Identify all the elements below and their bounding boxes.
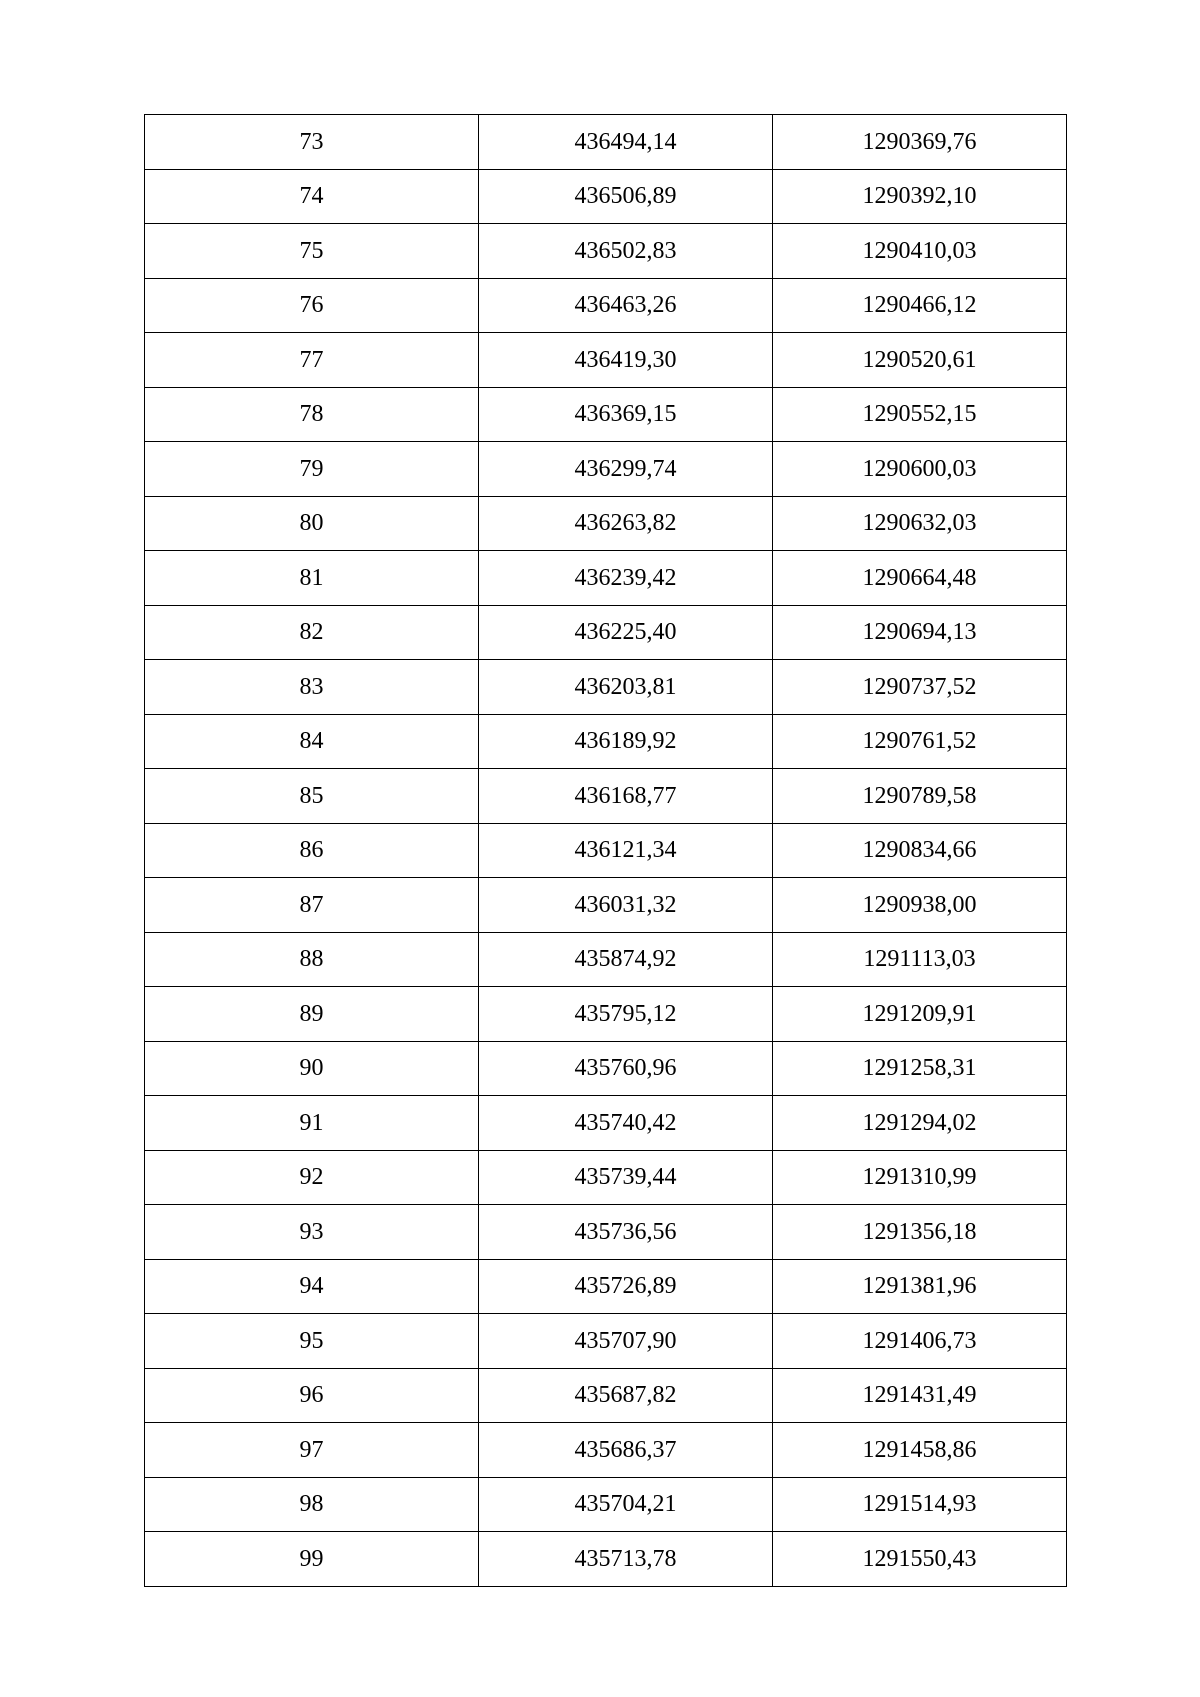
point-number-cell: 79 <box>145 442 479 497</box>
x-coordinate-cell: 436168,77 <box>479 769 773 824</box>
point-number-cell: 91 <box>145 1096 479 1151</box>
table-row <box>145 278 1067 333</box>
x-coordinate-cell: 436494,14 <box>479 115 773 170</box>
x-coordinate-cell: 435686,37 <box>479 1423 773 1478</box>
x-coordinate-cell: 436299,74 <box>479 442 773 497</box>
y-coordinate-cell: 1291113,03 <box>773 932 1067 987</box>
x-coordinate-cell: 436463,26 <box>479 278 773 333</box>
table-row <box>145 115 1067 170</box>
table-row <box>145 660 1067 715</box>
x-coordinate-cell: 435760,96 <box>479 1041 773 1096</box>
table-row <box>145 1150 1067 1205</box>
x-coordinate-cell: 435707,90 <box>479 1314 773 1369</box>
x-coordinate-cell: 436225,40 <box>479 605 773 660</box>
point-number-cell: 98 <box>145 1477 479 1532</box>
x-coordinate-cell: 435726,89 <box>479 1259 773 1314</box>
table-row <box>145 496 1067 551</box>
y-coordinate-cell: 1290392,10 <box>773 169 1067 224</box>
table-row <box>145 1477 1067 1532</box>
point-number-cell: 76 <box>145 278 479 333</box>
y-coordinate-cell: 1291310,99 <box>773 1150 1067 1205</box>
x-coordinate-cell: 436369,15 <box>479 387 773 442</box>
point-number-cell: 75 <box>145 224 479 279</box>
point-number-cell: 93 <box>145 1205 479 1260</box>
y-coordinate-cell: 1290737,52 <box>773 660 1067 715</box>
y-coordinate-cell: 1290664,48 <box>773 551 1067 606</box>
x-coordinate-cell: 436502,83 <box>479 224 773 279</box>
y-coordinate-cell: 1290369,76 <box>773 115 1067 170</box>
y-coordinate-cell: 1291458,86 <box>773 1423 1067 1478</box>
point-number-cell: 88 <box>145 932 479 987</box>
table-row <box>145 932 1067 987</box>
y-coordinate-cell: 1291514,93 <box>773 1477 1067 1532</box>
x-coordinate-cell: 435713,78 <box>479 1532 773 1587</box>
point-number-cell: 90 <box>145 1041 479 1096</box>
y-coordinate-cell: 1291406,73 <box>773 1314 1067 1369</box>
y-coordinate-cell: 1291381,96 <box>773 1259 1067 1314</box>
y-coordinate-cell: 1290761,52 <box>773 714 1067 769</box>
point-number-cell: 83 <box>145 660 479 715</box>
table-row <box>145 823 1067 878</box>
table-row <box>145 1205 1067 1260</box>
point-number-cell: 95 <box>145 1314 479 1369</box>
y-coordinate-cell: 1290632,03 <box>773 496 1067 551</box>
table-row <box>145 169 1067 224</box>
y-coordinate-cell: 1291356,18 <box>773 1205 1067 1260</box>
x-coordinate-cell: 436031,32 <box>479 878 773 933</box>
point-number-cell: 97 <box>145 1423 479 1478</box>
point-number-cell: 87 <box>145 878 479 933</box>
x-coordinate-cell: 435795,12 <box>479 987 773 1042</box>
point-number-cell: 82 <box>145 605 479 660</box>
table-row <box>145 878 1067 933</box>
y-coordinate-cell: 1290694,13 <box>773 605 1067 660</box>
x-coordinate-cell: 435704,21 <box>479 1477 773 1532</box>
x-coordinate-cell: 436263,82 <box>479 496 773 551</box>
y-coordinate-cell: 1291431,49 <box>773 1368 1067 1423</box>
x-coordinate-cell: 436121,34 <box>479 823 773 878</box>
coordinates-table <box>144 114 1067 1587</box>
table-row <box>145 1096 1067 1151</box>
coordinates-table-body <box>145 115 1067 1587</box>
point-number-cell: 86 <box>145 823 479 878</box>
point-number-cell: 99 <box>145 1532 479 1587</box>
y-coordinate-cell: 1291258,31 <box>773 1041 1067 1096</box>
point-number-cell: 77 <box>145 333 479 388</box>
table-row <box>145 387 1067 442</box>
point-number-cell: 85 <box>145 769 479 824</box>
x-coordinate-cell: 435740,42 <box>479 1096 773 1151</box>
table-row <box>145 1532 1067 1587</box>
table-row <box>145 442 1067 497</box>
table-row <box>145 1259 1067 1314</box>
table-row <box>145 769 1067 824</box>
x-coordinate-cell: 435687,82 <box>479 1368 773 1423</box>
y-coordinate-cell: 1290520,61 <box>773 333 1067 388</box>
point-number-cell: 78 <box>145 387 479 442</box>
table-row <box>145 605 1067 660</box>
y-coordinate-cell: 1291550,43 <box>773 1532 1067 1587</box>
y-coordinate-cell: 1290600,03 <box>773 442 1067 497</box>
x-coordinate-cell: 436506,89 <box>479 169 773 224</box>
point-number-cell: 73 <box>145 115 479 170</box>
table-row <box>145 333 1067 388</box>
table-row <box>145 987 1067 1042</box>
table-row <box>145 1314 1067 1369</box>
point-number-cell: 92 <box>145 1150 479 1205</box>
x-coordinate-cell: 435736,56 <box>479 1205 773 1260</box>
y-coordinate-cell: 1290834,66 <box>773 823 1067 878</box>
y-coordinate-cell: 1291209,91 <box>773 987 1067 1042</box>
y-coordinate-cell: 1290789,58 <box>773 769 1067 824</box>
table-row <box>145 1041 1067 1096</box>
table-row <box>145 1368 1067 1423</box>
table-row <box>145 551 1067 606</box>
point-number-cell: 80 <box>145 496 479 551</box>
x-coordinate-cell: 436239,42 <box>479 551 773 606</box>
table-row <box>145 224 1067 279</box>
point-number-cell: 74 <box>145 169 479 224</box>
table-row <box>145 1423 1067 1478</box>
point-number-cell: 84 <box>145 714 479 769</box>
table-row <box>145 714 1067 769</box>
point-number-cell: 81 <box>145 551 479 606</box>
x-coordinate-cell: 435874,92 <box>479 932 773 987</box>
x-coordinate-cell: 435739,44 <box>479 1150 773 1205</box>
y-coordinate-cell: 1290552,15 <box>773 387 1067 442</box>
y-coordinate-cell: 1291294,02 <box>773 1096 1067 1151</box>
point-number-cell: 94 <box>145 1259 479 1314</box>
x-coordinate-cell: 436419,30 <box>479 333 773 388</box>
y-coordinate-cell: 1290466,12 <box>773 278 1067 333</box>
x-coordinate-cell: 436203,81 <box>479 660 773 715</box>
x-coordinate-cell: 436189,92 <box>479 714 773 769</box>
y-coordinate-cell: 1290410,03 <box>773 224 1067 279</box>
point-number-cell: 96 <box>145 1368 479 1423</box>
y-coordinate-cell: 1290938,00 <box>773 878 1067 933</box>
point-number-cell: 89 <box>145 987 479 1042</box>
